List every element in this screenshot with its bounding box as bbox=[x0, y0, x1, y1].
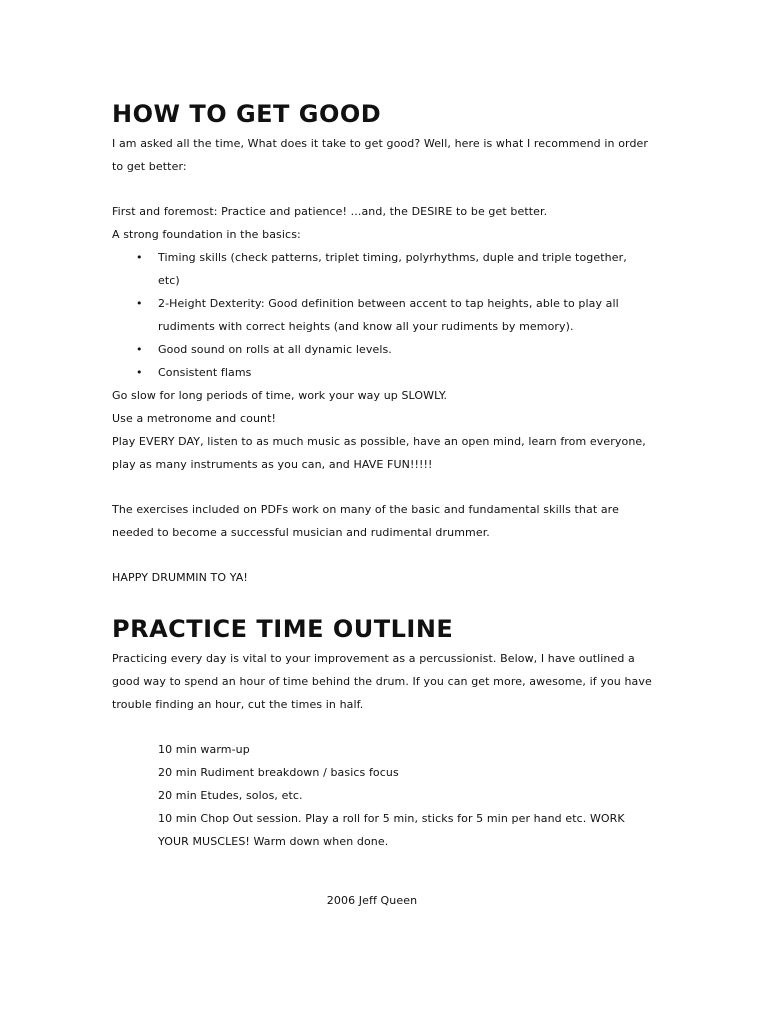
practice-schedule bbox=[112, 738, 652, 853]
basics-list bbox=[112, 246, 652, 384]
first-and-foremost-line: First and foremost: Practice and patience! ...and, the DESIRE to be get better. bbox=[112, 205, 548, 218]
list-item: • Consistent flams bbox=[158, 361, 652, 384]
copyright-footer: 2006 Jeff Queen bbox=[326, 894, 418, 907]
practice-outline-section bbox=[112, 611, 652, 853]
spacer bbox=[112, 544, 652, 566]
happy-drummin-line: HAPPY DRUMMIN TO YA! bbox=[112, 571, 248, 584]
section-title-practice-time-outline: PRACTICE TIME OUTLINE bbox=[112, 615, 454, 643]
metronome-line: Use a metronome and count! bbox=[112, 412, 277, 425]
document-page bbox=[112, 96, 652, 912]
spacer bbox=[112, 476, 652, 498]
list-item: • Timing skills (check patterns, triplet timing, polyrhythms, duple and triple together, etc) bbox=[158, 246, 652, 292]
schedule-item: 10 min Chop Out session. Play a roll for 5 min, sticks for 5 min per hand etc. WORK YOUR MUSCLES! Warm down when done. bbox=[158, 812, 625, 848]
list-item: • 2-Height Dexterity: Good definition between accent to tap heights, able to play all rudiments with correct heights (and know all your rudiments by memory). bbox=[158, 292, 652, 338]
foundation-line: A strong foundation in the basics: bbox=[112, 228, 301, 241]
spacer bbox=[112, 178, 652, 200]
section-title-how-to-get-good: HOW TO GET GOOD bbox=[112, 100, 382, 128]
schedule-item: 10 min warm-up bbox=[158, 743, 250, 756]
go-slow-line: Go slow for long periods of time, work your way up SLOWLY. bbox=[112, 389, 448, 402]
practice-intro-paragraph: Practicing every day is vital to your improvement as a percussionist. Below, I have outlined a good way to spend an hour of time behind the drum. If you can get more, awesome, if you have trouble finding an hour, cut the times in half. bbox=[112, 652, 652, 711]
schedule-item: 20 min Rudiment breakdown / basics focus bbox=[158, 766, 399, 779]
intro-paragraph: I am asked all the time, What does it take to get good? Well, here is what I recommend in order to get better: bbox=[112, 137, 649, 173]
schedule-item: 20 min Etudes, solos, etc. bbox=[158, 789, 303, 802]
exercises-paragraph: The exercises included on PDFs work on many of the basic and fundamental skills that are needed to become a successful musician and rudimental drummer. bbox=[112, 503, 619, 539]
play-every-day-paragraph: Play EVERY DAY, listen to as much music as possible, have an open mind, learn from everyone, play as many instruments as you can, and HAVE FUN!!!!! bbox=[112, 435, 646, 471]
list-item: • Good sound on rolls at all dynamic levels. bbox=[158, 338, 652, 361]
